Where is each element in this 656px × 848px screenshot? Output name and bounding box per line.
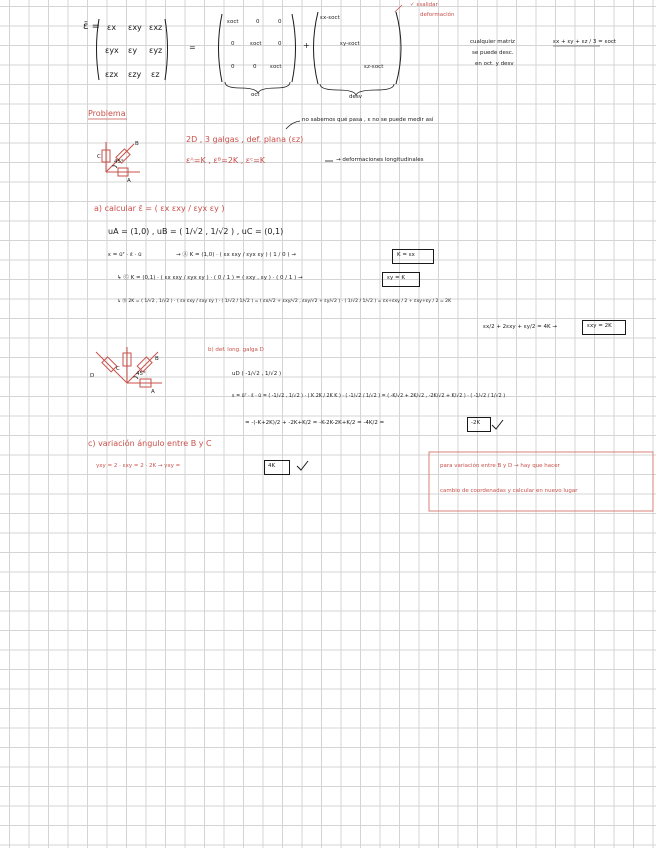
equals-sign: = [189, 43, 196, 52]
part-a-eq-C: ↳ Ⓒ K = (0,1) · ( εx εxy / εyx εy ) · ( 0 / 1 ) = ( εxy , εy ) · ( 0 / 1 ) → [117, 275, 303, 281]
fig1-label-b: B [135, 141, 139, 147]
answer-part-c: 4K [268, 463, 276, 469]
side-note-3: en oct. y desv [475, 61, 514, 67]
fig2-label-c: C [116, 366, 120, 372]
part-b-vector: uD ( -1/√2 , 1/√2 ) [232, 371, 282, 377]
answer-a: K = εx [397, 252, 415, 258]
m3-row1: εx-εoct [320, 15, 340, 21]
m3-row2: εy-εoct [340, 41, 360, 47]
red-note-line2: cambio de coordenadas y calcular en nuevo lugar [440, 488, 578, 494]
strain-tensor-symbol: ε̄ = [83, 21, 100, 32]
part-c-heading: c) variación ángulo entre B y C [88, 439, 212, 448]
part-a-heading: a) calcular ε̄ = ( εx εxy / εyx εy ) [94, 204, 225, 213]
part-a-eq-B2: εx/2 + 2εxy + εy/2 = 4K → [483, 324, 557, 330]
m2-r1c2: 0 [256, 19, 260, 25]
red-note-deformacion: deformación [420, 12, 455, 18]
problem-line2: εᴬ=K , εᴮ=2K , εᶜ=K [186, 156, 266, 165]
answer-c: εy = K [387, 275, 405, 281]
part-c-eq: γxy = 2 · εxy = 2 · 2K → γxy = [96, 463, 181, 469]
m1-r2c2: εy [128, 46, 138, 55]
m2-r1c3: 0 [278, 19, 282, 25]
fig2-label-d: D [90, 373, 95, 379]
m1-r1c1: εx [107, 23, 117, 32]
m1-r3c3: εz [151, 70, 160, 79]
m2-r3c1: 0 [231, 64, 235, 70]
m2-r2c2: εoct [250, 41, 262, 47]
fig1-label-angle: 45° [114, 159, 124, 165]
m1-r3c2: εzy [128, 70, 142, 79]
part-a-eq-A: → Ⓐ K = (1,0) · ( εx εxy / εyx εy ) ( 1 / 0 ) → [176, 252, 296, 258]
red-note-line1: para variación entre B y D → hay que hacer [440, 463, 560, 469]
red-note-escalar: ✓ εsalidar [410, 2, 438, 8]
part-b-eq1: ε = ūᵀ · ε̄ · ū = ( -1/√2 , 1/√2 ) · ( K 2K / 2K K ) · ( -1/√2 / 1/√2 ) = ( -K/√2 + 2K/√2 , -2K/√2 + K/√2 ) · ( -1/√2 / 1/√2 ) [232, 394, 506, 399]
part-a-vectors: uA = (1,0) , uB = ( 1/√2 , 1/√2 ) , uC = (0,1) [108, 227, 284, 236]
m2-r3c3: εoct [270, 64, 282, 70]
fig1-label-c: C [97, 154, 101, 160]
problem-line2-note: → deformaciones longitudinales [336, 157, 424, 163]
m2-r2c3: 0 [278, 41, 282, 47]
m2-r3c2: 0 [253, 64, 257, 70]
side-note-2: se puede desc. [472, 50, 514, 56]
m1-r2c1: εyx [105, 46, 119, 55]
part-b-heading: b) def. long. galga D [208, 347, 264, 353]
m1-r1c2: εxy [128, 23, 142, 32]
m1-r3c1: εzx [105, 70, 119, 79]
fig2-label-b: B [155, 356, 159, 362]
problem-arrow-note: no sabemos qué pasa , ε no se puede medir así [302, 117, 434, 123]
oct-formula: εx + εy + εz / 3 = εoct [553, 39, 616, 45]
m2-r1c1: εoct [227, 19, 239, 25]
fig2-label-angle: 45° [136, 371, 146, 377]
side-note-1: cualquier matriz [470, 39, 515, 45]
part-a-eq-B: ↳ Ⓑ 2K = ( 1/√2 , 1/√2 ) · ( εx εxy / εxy εy ) · ( 1/√2 / 1/√2 ) = ( εx/√2 + εxy/√2 , εxy/√2 + εy/√2 ) · ( 1/√2 / 1/√2 ) = εx+εxy / 2 + εxy+εy / 2 = 2K [117, 299, 452, 304]
problem-title: Problema [88, 109, 126, 118]
fig2-label-a: A [151, 389, 155, 395]
m2-r2c1: 0 [231, 41, 235, 47]
fig1-label-a: A [127, 178, 131, 184]
label-oct: oct [251, 92, 260, 98]
answer-part-b: -2K [471, 420, 481, 426]
part-a-general-eq: ε = ūᵀ · ε̄ · ū [108, 252, 142, 258]
m3-row3: εz-εoct [364, 64, 384, 70]
plus-sign: + [303, 41, 310, 50]
m1-r1c3: εxz [149, 23, 163, 32]
label-desv: desv [349, 94, 362, 100]
m1-r2c3: εyz [149, 46, 163, 55]
answer-b: εxy = 2K [587, 323, 612, 329]
problem-line1: 2D , 3 galgas , def. plana (εz) [186, 135, 304, 144]
part-b-eq2: = -(-K+2K)/2 + -2K+K/2 = -K-2K-2K+K/2 = -4K/2 = [245, 420, 385, 426]
